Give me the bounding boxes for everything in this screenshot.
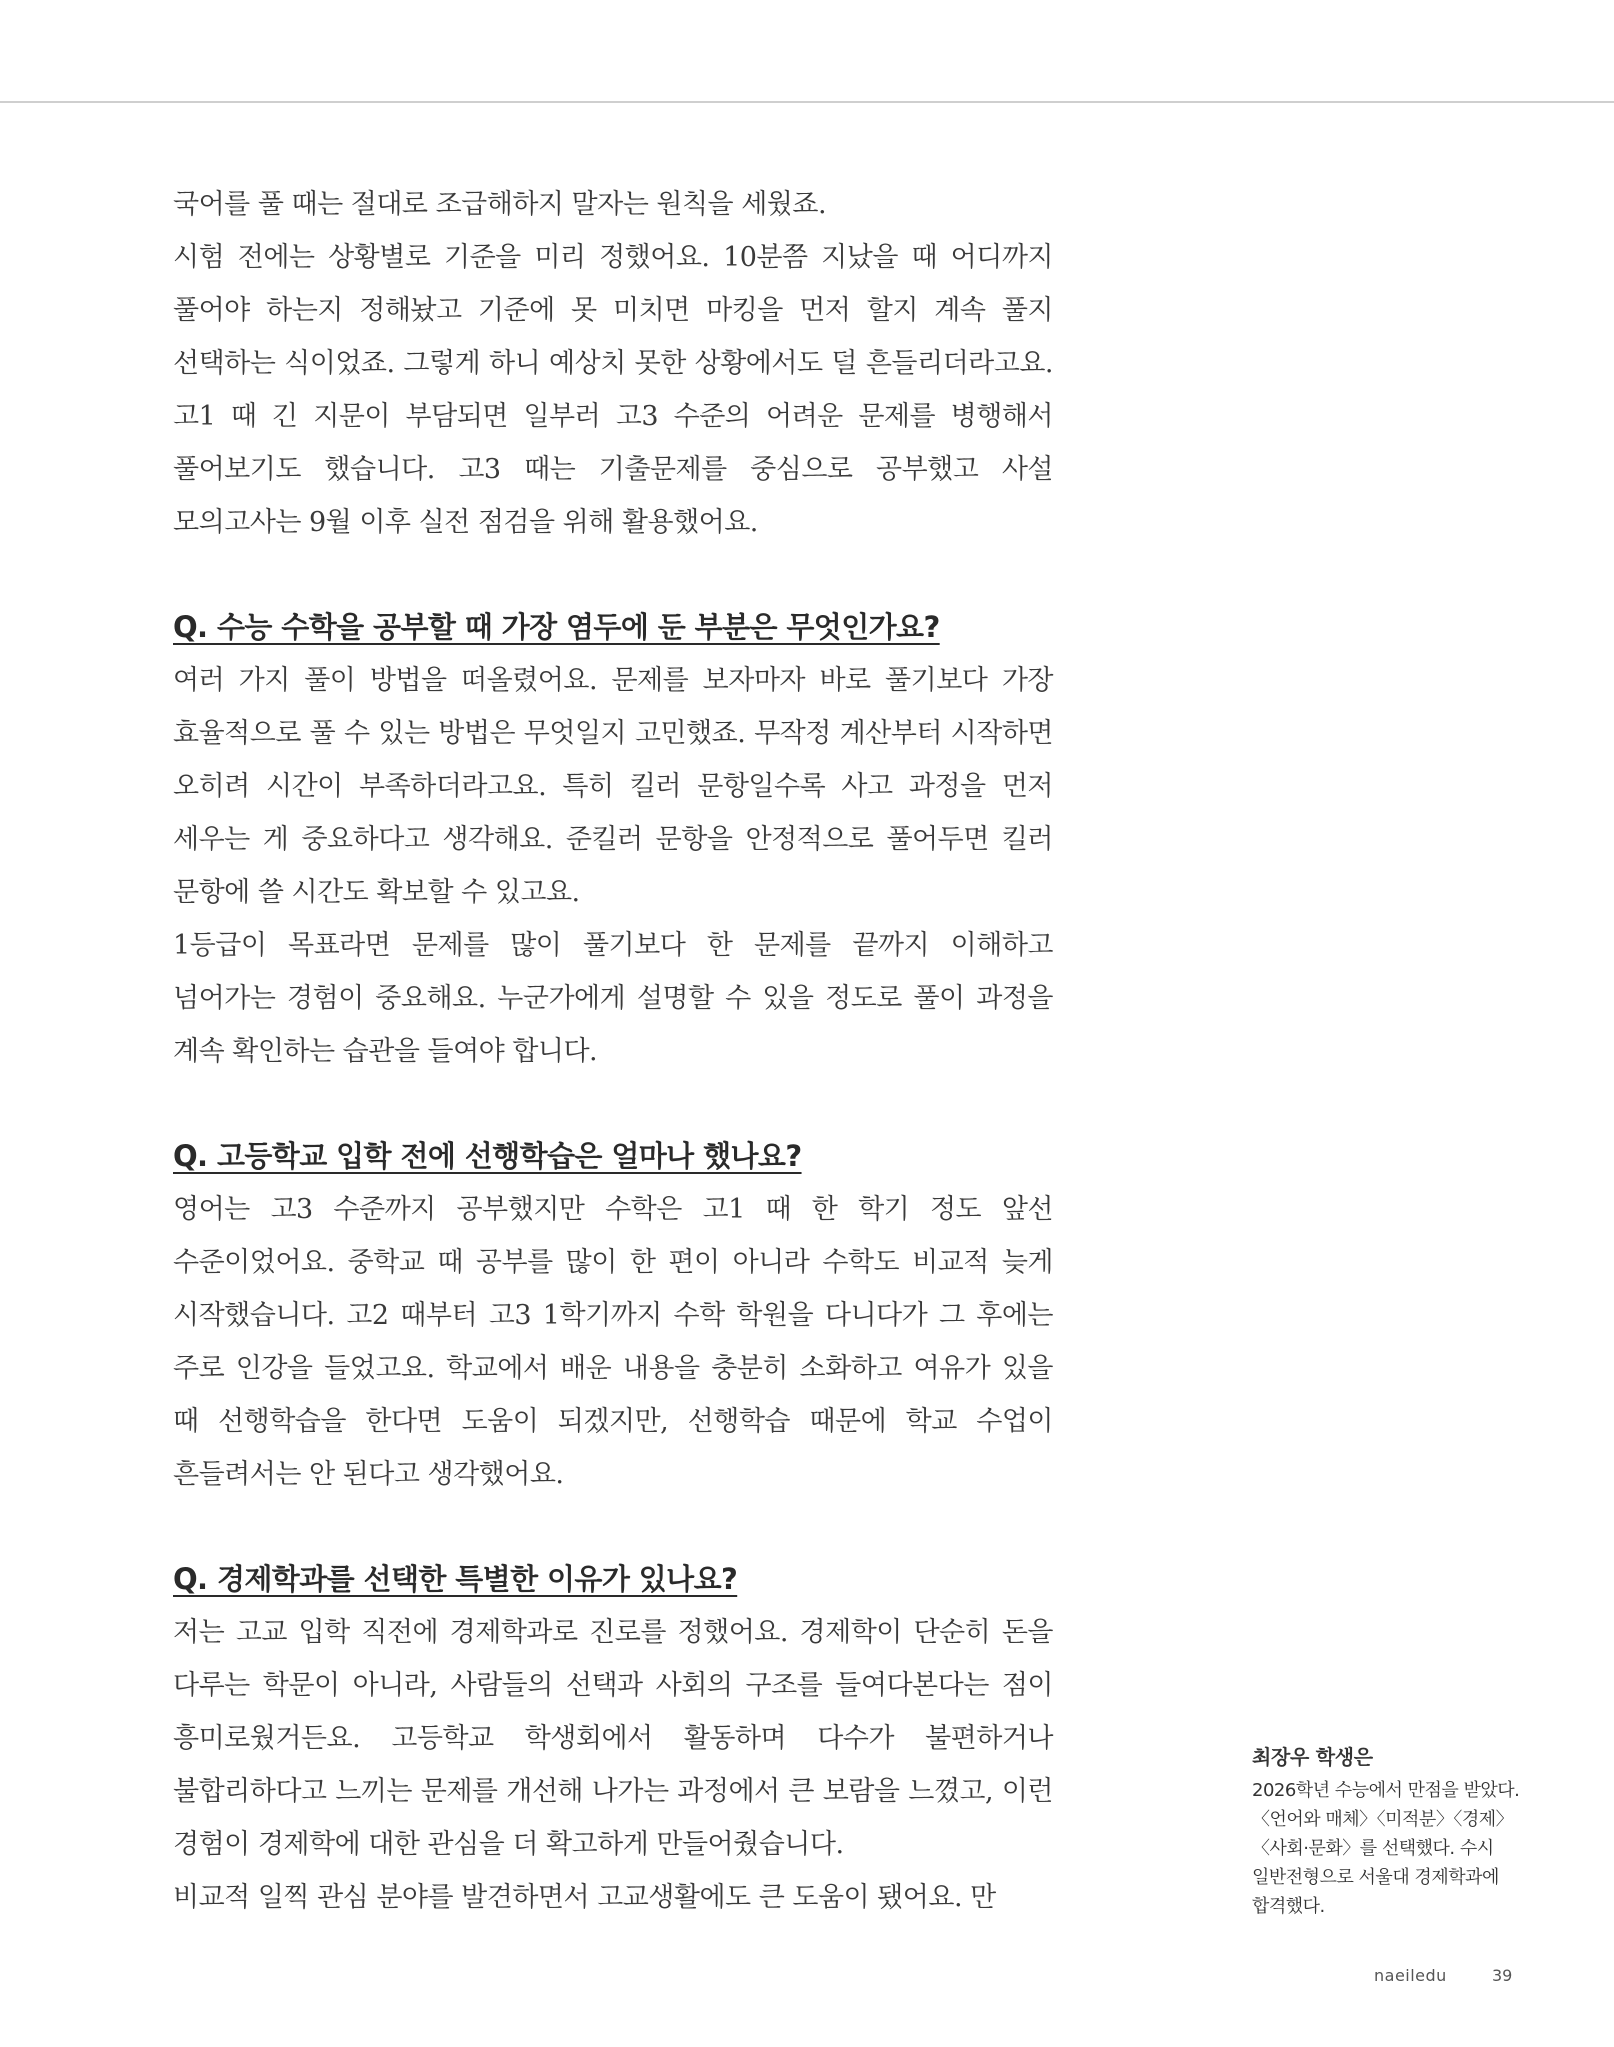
qa-block-prestudy [173, 1078, 1053, 1501]
intro-paragraph-1: 국어를 풀 때는 절대로 조급해하지 말자는 원칙을 세웠죠. [173, 189, 827, 220]
question-heading: Q. 수능 수학을 공부할 때 가장 염두에 둔 부분은 무엇인가요? [173, 610, 940, 644]
page-number: 39 [1492, 1966, 1513, 1985]
top-divider [0, 101, 1614, 103]
answer-paragraph: 비교적 일찍 관심 분야를 발견하면서 고교생활에도 큰 도움이 됐어요. 만 [173, 1882, 996, 1913]
qa-block-math [173, 549, 1053, 1078]
student-name: 최장우 학생은 [1252, 1745, 1373, 1769]
footer-brand: naeiledu [1374, 1966, 1447, 1985]
article-body [173, 178, 1053, 1924]
answer-paragraph: 1등급이 목표라면 문제를 많이 풀기보다 한 문제를 끝까지 이해하고 넘어가는 경험이 중요해요. 누군가에게 설명할 수 있을 정도로 풀이 과정을 계속 확인하는 습관을 들여야 합니다. [173, 930, 1053, 1067]
student-profile-caption [1252, 1742, 1522, 1921]
answer-paragraph: 여러 가지 풀이 방법을 떠올렸어요. 문제를 보자마자 바로 풀기보다 가장 효율적으로 풀 수 있는 방법은 무엇일지 고민했죠. 무작정 계산부터 시작하면 오히려 시간이 부족하더라고요. 특히 킬러 문항일수록 사고 과정을 먼저 세우는 게 중요하다고 생각해요. 준킬러 문항을 안정적으로 풀어두면 킬러 문항에 쓸 시간도 확보할 수 있고요. [173, 665, 1053, 908]
question-heading: Q. 고등학교 입학 전에 선행학습은 얼마나 했나요? [173, 1139, 802, 1173]
question-heading: Q. 경제학과를 선택한 특별한 이유가 있나요? [173, 1562, 738, 1596]
answer-paragraph: 영어는 고3 수준까지 공부했지만 수학은 고1 때 한 학기 정도 앞선 수준이었어요. 중학교 때 공부를 많이 한 편이 아니라 수학도 비교적 늦게 시작했습니다. 고2 때부터 고3 1학기까지 수학 학원을 다니다가 그 후에는 주로 인강을 들었고요. 학교에서 배운 내용을 충분히 소화하고 여유가 있을 때 선행학습을 한다면 도움이 되겠지만, 선행학습 때문에 학교 수업이 흔들려서는 안 된다고 생각했어요. [173, 1194, 1053, 1490]
student-description: 2026학년 수능에서 만점을 받았다. 〈언어와 매체〉〈미적분〉〈경제〉〈사회·문화〉를 선택했다. 수시 일반전형으로 서울대 경제학과에 합격했다. [1252, 1780, 1520, 1917]
answer-paragraph: 저는 고교 입학 직전에 경제학과로 진로를 정했어요. 경제학이 단순히 돈을 다루는 학문이 아니라, 사람들의 선택과 사회의 구조를 들여다본다는 점이 흥미로웠거든요. 고등학교 학생회에서 활동하며 다수가 불편하거나 불합리하다고 느끼는 문제를 개선해 나가는 과정에서 큰 보람을 느꼈고, 이런 경험이 경제학에 대한 관심을 더 확고하게 만들어줬습니다. [173, 1617, 1053, 1860]
intro-paragraph-2: 시험 전에는 상황별로 기준을 미리 정했어요. 10분쯤 지났을 때 어디까지 풀어야 하는지 정해놨고 기준에 못 미치면 마킹을 먼저 할지 계속 풀지 선택하는 식이었죠. 그렇게 하니 예상치 못한 상황에서도 덜 흔들리더라고요. 고1 때 긴 지문이 부담되면 일부러 고3 수준의 어려운 문제를 병행해서 풀어보기도 했습니다. 고3 때는 기출문제를 중심으로 공부했고 사설 모의고사는 9월 이후 실전 점검을 위해 활용했어요. [173, 242, 1053, 538]
qa-block-economics [173, 1501, 1053, 1924]
